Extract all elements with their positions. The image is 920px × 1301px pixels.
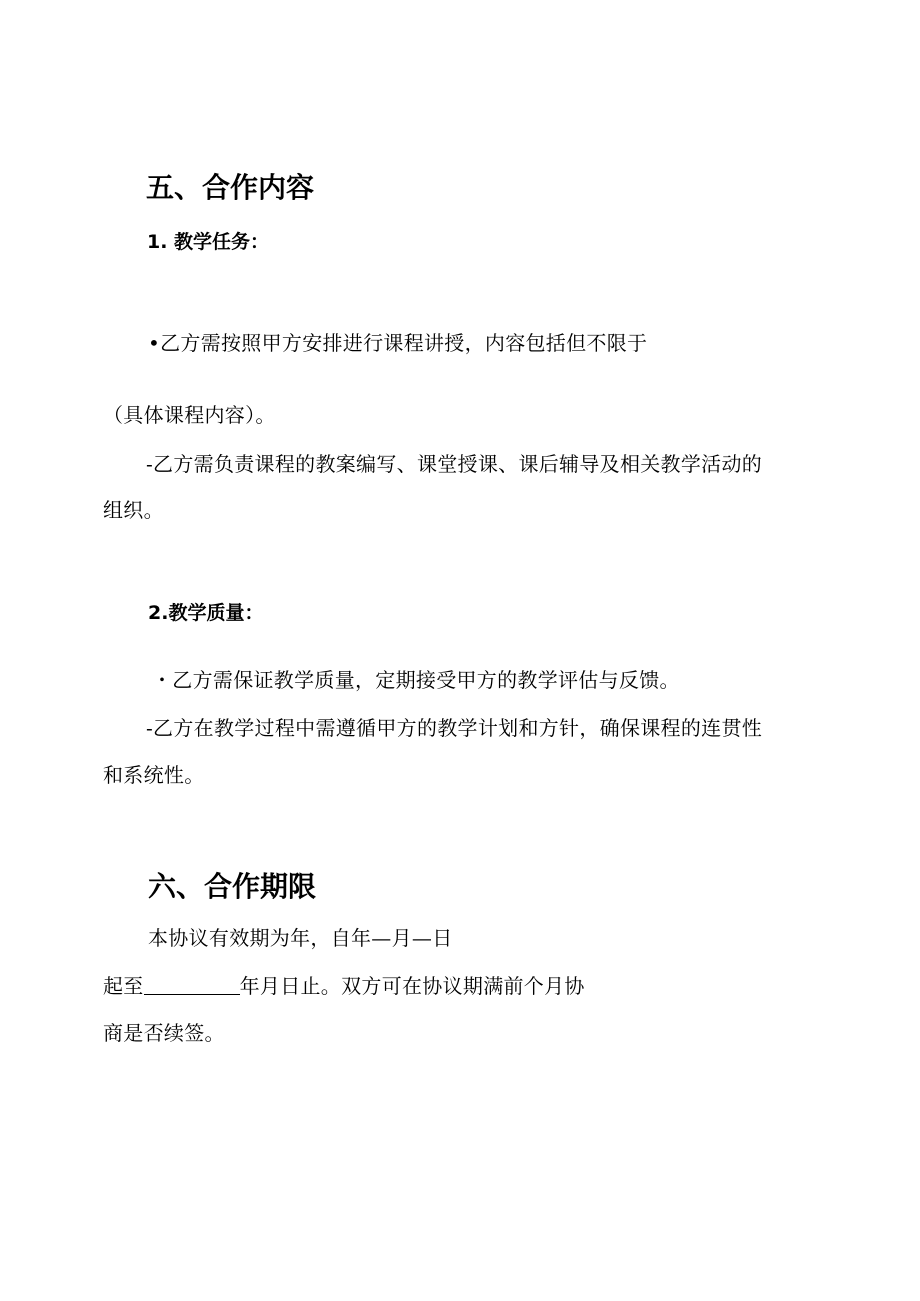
section-6-heading: 六、合作期限	[148, 870, 317, 903]
item-1-line-3: -乙方需负责课程的教案编写、课堂授课、课后辅导及相关教学活动的	[146, 452, 763, 476]
term-line-2-start: 起至	[103, 974, 144, 998]
fill-in-blank	[144, 974, 240, 995]
section-5-heading: 五、合作内容	[146, 171, 315, 204]
item-2-title: 2.教学质量：	[148, 602, 264, 624]
item-1-line-4: 组织。	[103, 498, 164, 522]
term-line-1: 本协议有效期为年，自年—月—日	[148, 926, 453, 950]
item-1-line-1: •乙方需按照甲方安排进行课程讲授，内容包括但不限于	[148, 331, 648, 355]
item-1-line-2: （具体课程内容）。	[103, 403, 276, 427]
item-2-line-1: ・乙方需保证教学质量，定期接受甲方的教学评估与反馈。	[152, 668, 680, 692]
item-2-line-2: -乙方在教学过程中需遵循甲方的教学计划和方针，确保课程的连贯性	[146, 716, 763, 740]
term-line-2	[103, 971, 585, 1001]
term-line-2-end: 年月日止。双方可在协议期满前个月协	[239, 974, 585, 998]
item-1-title: 1. 教学任务：	[147, 231, 270, 253]
term-line-3: 商是否续签。	[103, 1021, 225, 1045]
item-2-line-3: 和系统性。	[103, 763, 205, 787]
